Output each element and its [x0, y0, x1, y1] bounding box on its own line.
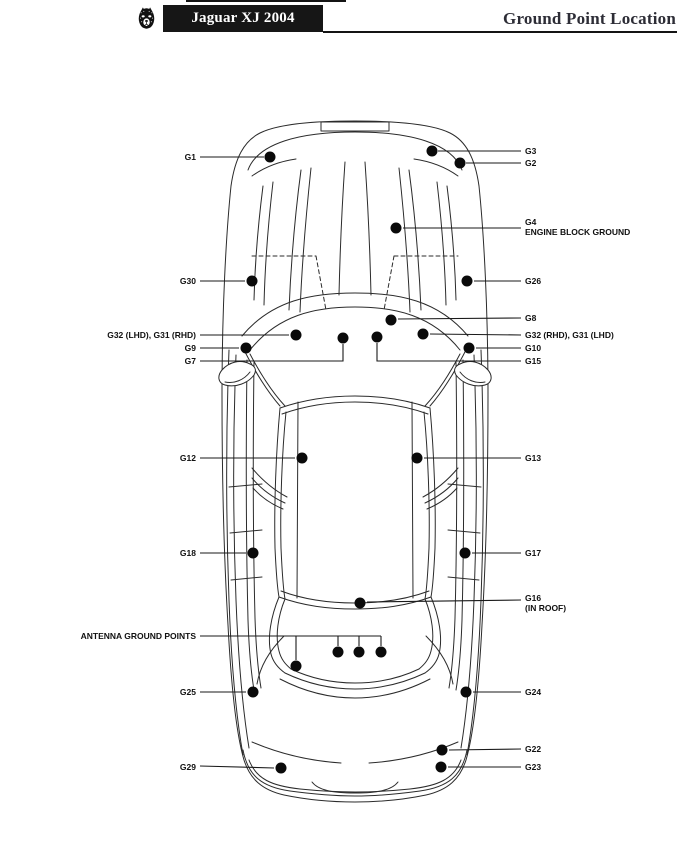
ground-point-label: G2 — [525, 158, 537, 168]
ground-point-dot — [418, 329, 429, 340]
ground-point-g32-rhd-g31-lhd — [418, 329, 614, 341]
ground-point-label: G18 — [179, 548, 196, 558]
ground-point-label: G26 — [525, 276, 542, 286]
ground-point-label: G9 — [184, 343, 196, 353]
ground-point-dot — [338, 333, 349, 344]
ground-point-g16 — [355, 593, 567, 613]
windshield-pillars — [242, 346, 468, 406]
ground-point-g3 — [427, 146, 537, 157]
side-mirrors — [219, 362, 491, 386]
ground-point-g24 — [461, 687, 542, 698]
ground-point-label: G25 — [179, 687, 196, 697]
leader-line — [377, 343, 521, 361]
ground-point-g7 — [185, 333, 349, 367]
ground-point-label: G8 — [525, 313, 537, 323]
ground-point-dot — [333, 647, 344, 658]
ground-point-g30 — [180, 276, 258, 287]
ground-point-dot — [291, 330, 302, 341]
ground-point-label: G23 — [525, 762, 542, 772]
leader-line — [449, 749, 521, 750]
leader-line — [398, 318, 521, 319]
ground-point-g4 — [391, 217, 631, 237]
ground-point-g22 — [437, 744, 542, 756]
ground-point-dot — [460, 548, 471, 559]
ground-point-dot — [276, 763, 287, 774]
ground-point-label: G29 — [179, 762, 196, 772]
leader-line — [200, 766, 274, 768]
ground-point-dot — [241, 343, 252, 354]
ground-point-g1 — [185, 152, 276, 163]
ground-point-dot — [291, 661, 302, 672]
ground-point-label: G30 — [179, 276, 196, 286]
ground-point-dot — [462, 276, 473, 287]
ground-point-dot — [455, 158, 466, 169]
ground-point-g26 — [462, 276, 542, 287]
ground-point-dot — [427, 146, 438, 157]
roof-lines — [275, 396, 436, 599]
cowl-lines — [242, 293, 468, 350]
ground-point-g25 — [180, 687, 259, 698]
ground-point-g10 — [464, 343, 542, 354]
ground-point-g12 — [180, 453, 308, 464]
page-title: Ground Point Location — [503, 9, 676, 28]
ground-point-label: G13 — [525, 453, 542, 463]
ground-point-label: G7 — [184, 356, 196, 366]
ground-point-dot — [386, 315, 397, 326]
ground-point-dot — [354, 647, 365, 658]
side-lines — [227, 350, 484, 755]
model-title: Jaguar XJ 2004 — [191, 10, 295, 26]
ground-point-label: G22 — [525, 744, 542, 754]
ground-point-dot — [372, 332, 383, 343]
ground-point-dot — [265, 152, 276, 163]
ground-point-g29 — [180, 762, 287, 774]
ground-point-g8 — [386, 313, 537, 326]
leader-line — [200, 344, 343, 361]
ground-point-antenna-ground-points — [81, 631, 387, 672]
left-mirror — [219, 362, 256, 386]
ground-point-sublabel: (IN ROOF) — [525, 603, 567, 613]
ground-point-label: G10 — [525, 343, 542, 353]
ground-point-label: G32 (LHD), G31 (RHD) — [107, 330, 196, 340]
rear-wheel-arch-right — [426, 636, 453, 684]
ground-point-dot — [376, 647, 387, 658]
ground-point-dot — [436, 762, 447, 773]
ground-point-g23 — [436, 762, 542, 773]
car-top-view — [219, 121, 491, 802]
ground-point-g15 — [372, 332, 542, 367]
ground-point-label: G24 — [525, 687, 542, 697]
ground-points-layer — [81, 146, 631, 774]
ground-point-dot — [297, 453, 308, 464]
ground-point-label: G32 (RHD), G31 (LHD) — [525, 330, 614, 340]
ground-point-label: G4 — [525, 217, 537, 227]
ground-point-dot — [248, 687, 259, 698]
car-body-outline — [222, 121, 488, 802]
ground-point-dot — [437, 745, 448, 756]
ground-point-dot — [461, 687, 472, 698]
rear-wheel-arch-left — [257, 636, 284, 684]
ground-point-dot — [248, 548, 259, 559]
ground-point-label: ANTENNA GROUND POINTS — [80, 631, 196, 641]
ground-point-g32-lhd-g31-rhd — [107, 330, 301, 341]
ground-point-label: G15 — [525, 356, 542, 366]
ground-point-label: G17 — [525, 548, 542, 558]
ground-point-dot — [355, 598, 366, 609]
ground-point-dot — [391, 223, 402, 234]
ground-point-g17 — [460, 548, 542, 559]
ground-point-label: G12 — [179, 453, 196, 463]
leader-line — [430, 334, 521, 335]
ground-point-g2 — [455, 158, 537, 169]
rear-window-lines — [269, 591, 440, 698]
ground-point-sublabel: ENGINE BLOCK GROUND — [525, 227, 631, 237]
hood-lines — [252, 159, 458, 312]
ground-point-dot — [247, 276, 258, 287]
ground-point-g9 — [185, 343, 252, 354]
front-license-plate — [321, 122, 389, 131]
ground-point-label: G3 — [525, 146, 537, 156]
right-mirror — [455, 362, 492, 386]
ground-point-label: G16 — [525, 593, 542, 603]
ground-point-label: G1 — [184, 152, 196, 162]
ground-point-dot — [464, 343, 475, 354]
ground-point-dot — [412, 453, 423, 464]
